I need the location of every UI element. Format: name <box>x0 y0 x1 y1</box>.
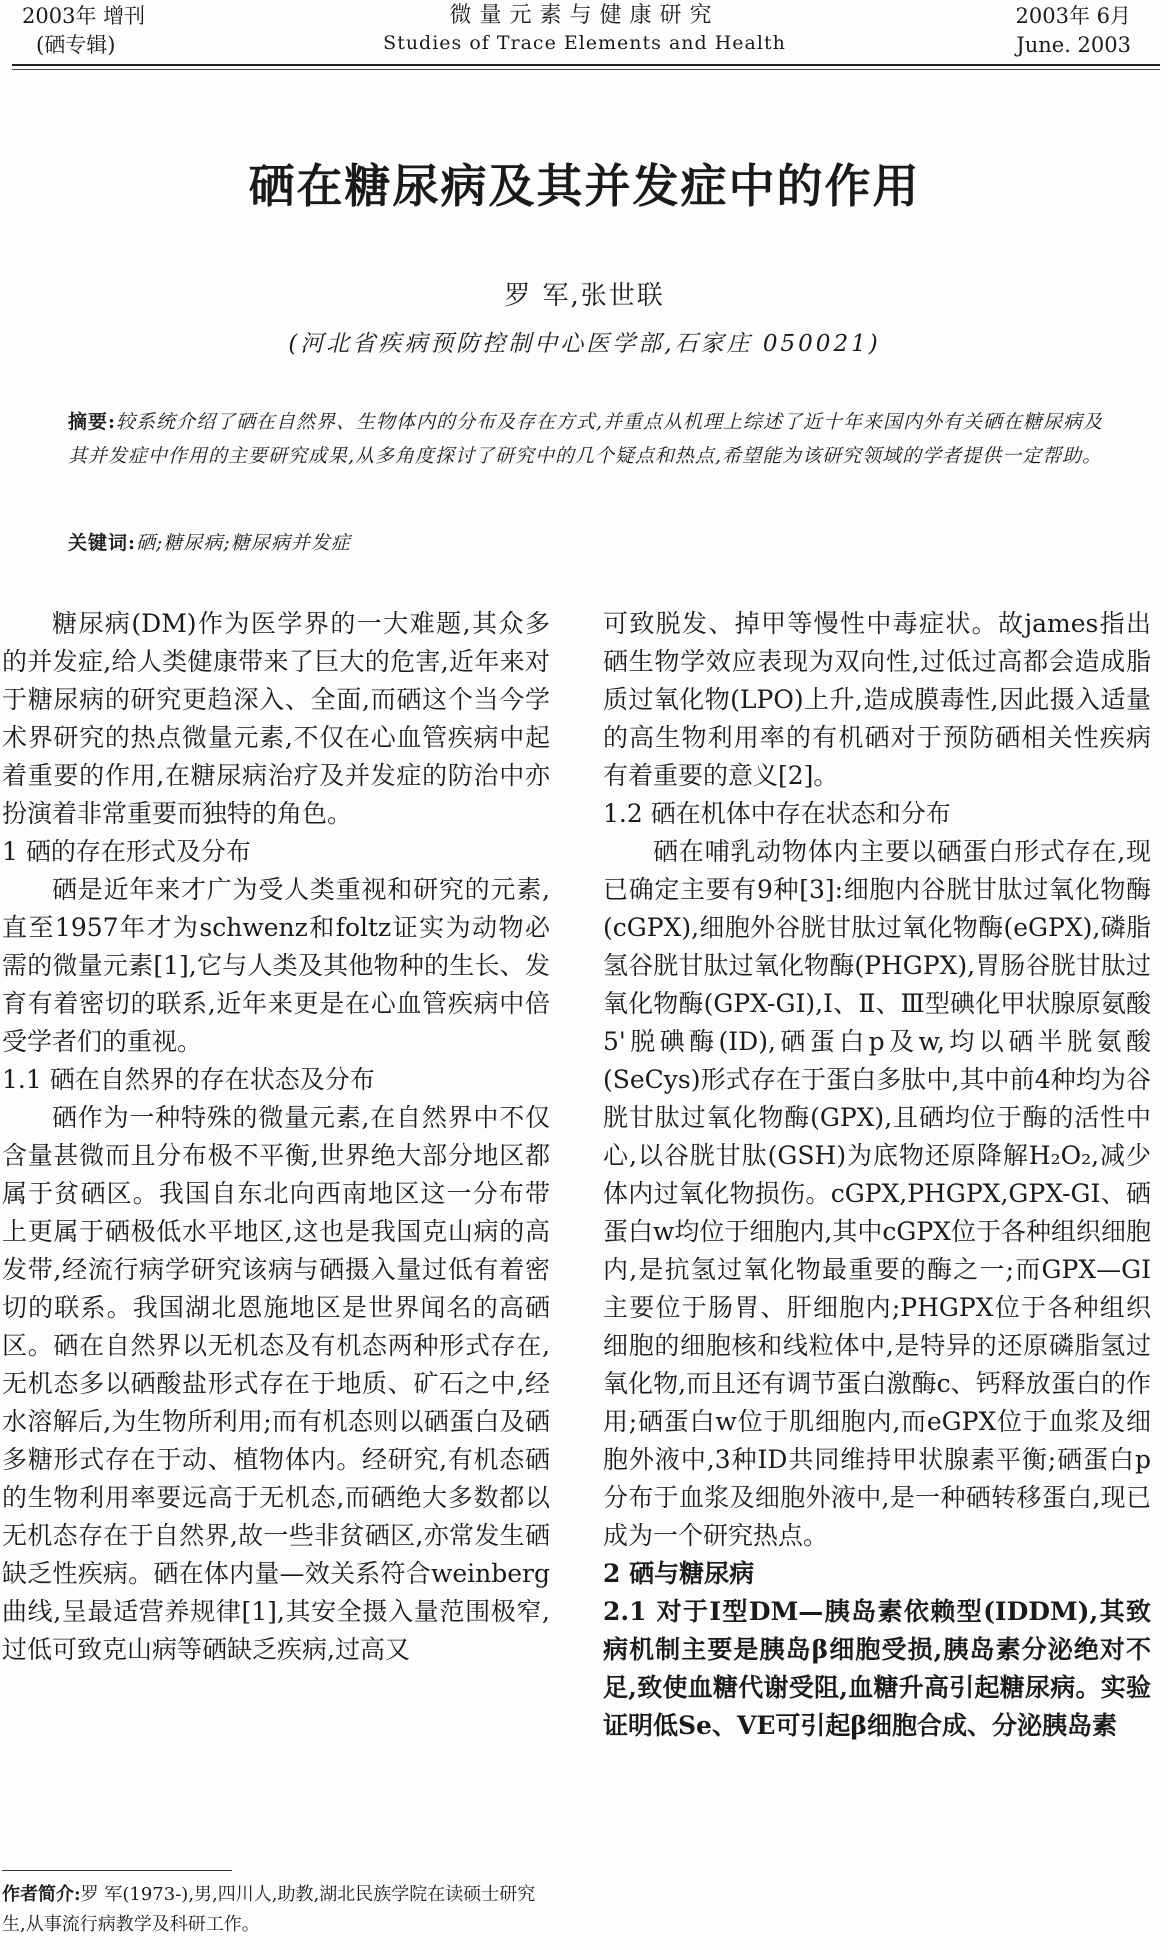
keywords-label: 关键词: <box>68 532 137 554</box>
header-rule-thick <box>12 64 1160 66</box>
section-1-paragraph: 硒是近年来才广为受人类重视和研究的元素,直至1957年才为schwenz和foltz证实为动物必需的微量元素[1],它与人类及其他物种的生长、发育有着密切的联系,近年来更是在心血管疾病中倍受学者们的重视。 <box>2 875 550 1056</box>
abstract-label: 摘要: <box>68 411 117 433</box>
continued-paragraph: 可致脱发、掉甲等慢性中毒症状。故james指出硒生物学效应表现为双向性,过低过高都会造成脂质过氧化物(LPO)上升,造成膜毒性,因此摄入适量的高生物利用率的有机硒对于预防硒相关性疾病有着重要的意义[2]。 <box>603 609 1151 790</box>
journal-name-cn: 微量元素与健康研究 <box>449 3 720 28</box>
journal-name <box>0 2 1169 56</box>
header-date-en: June. 2003 <box>1016 33 1131 57</box>
footnote-label: 作者简介: <box>2 1884 81 1905</box>
header-year-supplement: 2003年 增刊 <box>22 4 146 28</box>
body-column-left <box>2 605 550 1669</box>
header-date-cn: 2003年 6月 <box>1015 4 1131 28</box>
footnote-rule <box>2 1870 232 1871</box>
header-date <box>1016 2 1131 60</box>
author-footnote <box>2 1880 550 1940</box>
article-title: 硒在糖尿病及其并发症中的作用 <box>248 159 921 213</box>
article-authors: 罗 军,张世联 <box>504 281 665 311</box>
header-rule-thin <box>12 69 1160 70</box>
section-1-2-paragraph: 硒在哺乳动物体内主要以硒蛋白形式存在,现已确定主要有9种[3]:细胞内谷胱甘肽过氧化物酶(cGPX),细胞外谷胱甘肽过氧化物酶(eGPX),磷脂氢谷胱甘肽过氧化物酶(PHGPX),胃肠谷胱甘肽过氧化物酶(GPX-GI),Ⅰ、Ⅱ、Ⅲ型碘化甲状腺原氨酸5'脱碘酶(ID),硒蛋白p及w,均以硒半胱氨酸(SeCys)形式存在于蛋白多肽中,其中前4种均为谷胱甘肽过氧化物酶(GPX),且硒均位于酶的活性中心,以谷胱甘肽(GSH)为底物还原降解H₂O₂,减少体内过氧化物损伤。cGPX,PHGPX,GPX-GI、硒蛋白w均位于细胞内,其中cGPX位于各种组织细胞内,是抗氢过氧化物最重要的酶之一;而GPX—GI主要位于肠胃、肝细胞内;PHGPX位于各种组织细胞的细胞核和线粒体中,是特异的还原磷脂氢过氧化物,而且还有调节蛋白激酶c、钙释放蛋白的作用;硒蛋白w位于肌细胞内,而eGPX位于血浆及细胞外液中,3种ID共同维持甲状腺素平衡;硒蛋白p分布于血浆及细胞外液中,是一种硒转移蛋白,现已成为一个研究热点。 <box>603 837 1151 1550</box>
keywords <box>68 528 1108 555</box>
section-heading-1: 1 硒的存在形式及分布 <box>2 837 251 866</box>
section-heading-2: 2 硒与糖尿病 <box>603 1559 755 1588</box>
abstract <box>68 405 1108 473</box>
section-heading-1-1: 1.1 硒在自然界的存在状态及分布 <box>2 1065 375 1094</box>
article-affiliation: (河北省疾病预防控制中心医学部,石家庄 050021) <box>288 331 881 357</box>
section-heading-1-2: 1.2 硒在机体中存在状态和分布 <box>603 799 951 828</box>
section-2-1-paragraph: 2.1 对于Ⅰ型DM—胰岛素依赖型(IDDM),其致病机制主要是胰岛β细胞受损,胰岛素分泌绝对不足,致使血糖代谢受阻,血糖升高引起糖尿病。实验证明低Se、VE可引起β细胞合成、分泌胰岛素 <box>603 1597 1151 1740</box>
running-header <box>0 0 1169 62</box>
body-column-right <box>603 605 1151 1745</box>
header-special-issue: (硒专辑) <box>36 33 116 57</box>
keywords-text: 硒;糖尿病;糖尿病并发症 <box>136 532 351 554</box>
footnote-text: 罗 军(1973-),男,四川人,助教,湖北民族学院在读硕士研究生,从事流行病教学及科研工作。 <box>2 1884 536 1935</box>
journal-name-en: Studies of Trace Elements and Health <box>383 32 786 54</box>
abstract-text: 较系统介绍了硒在自然界、生物体内的分布及存在方式,并重点从机理上综述了近十年来国内外有关硒在糖尿病及其并发症中作用的主要研究成果,从多角度探讨了研究中的几个疑点和热点,希望能为该研究领域的学者提供一定帮助。 <box>68 411 1104 467</box>
intro-paragraph: 糖尿病(DM)作为医学界的一大难题,其众多的并发症,给人类健康带来了巨大的危害,近年来对于糖尿病的研究更趋深入、全面,而硒这个当今学术界研究的热点微量元素,不仅在心血管疾病中起着重要的作用,在糖尿病治疗及并发症的防治中亦扮演着非常重要而独特的角色。 <box>2 609 550 828</box>
section-1-1-paragraph: 硒作为一种特殊的微量元素,在自然界中不仅含量甚微而且分布极不平衡,世界绝大部分地区都属于贫硒区。我国自东北向西南地区这一分布带上更属于硒极低水平地区,这也是我国克山病的高发带,经流行病学研究该病与硒摄入量过低有着密切的联系。我国湖北恩施地区是世界闻名的高硒区。硒在自然界以无机态及有机态两种形式存在,无机态多以硒酸盐形式存在于地质、矿石之中,经水溶解后,为生物所利用;而有机态则以硒蛋白及硒多糖形式存在于动、植物体内。经研究,有机态硒的生物利用率要远高于无机态,而硒绝大多数都以无机态存在于自然界,故一些非贫硒区,亦常发生硒缺乏性疾病。硒在体内量—效关系符合weinberg曲线,呈最适营养规律[1],其安全摄入量范围极窄,过低可致克山病等硒缺乏疾病,过高又 <box>2 1103 550 1664</box>
